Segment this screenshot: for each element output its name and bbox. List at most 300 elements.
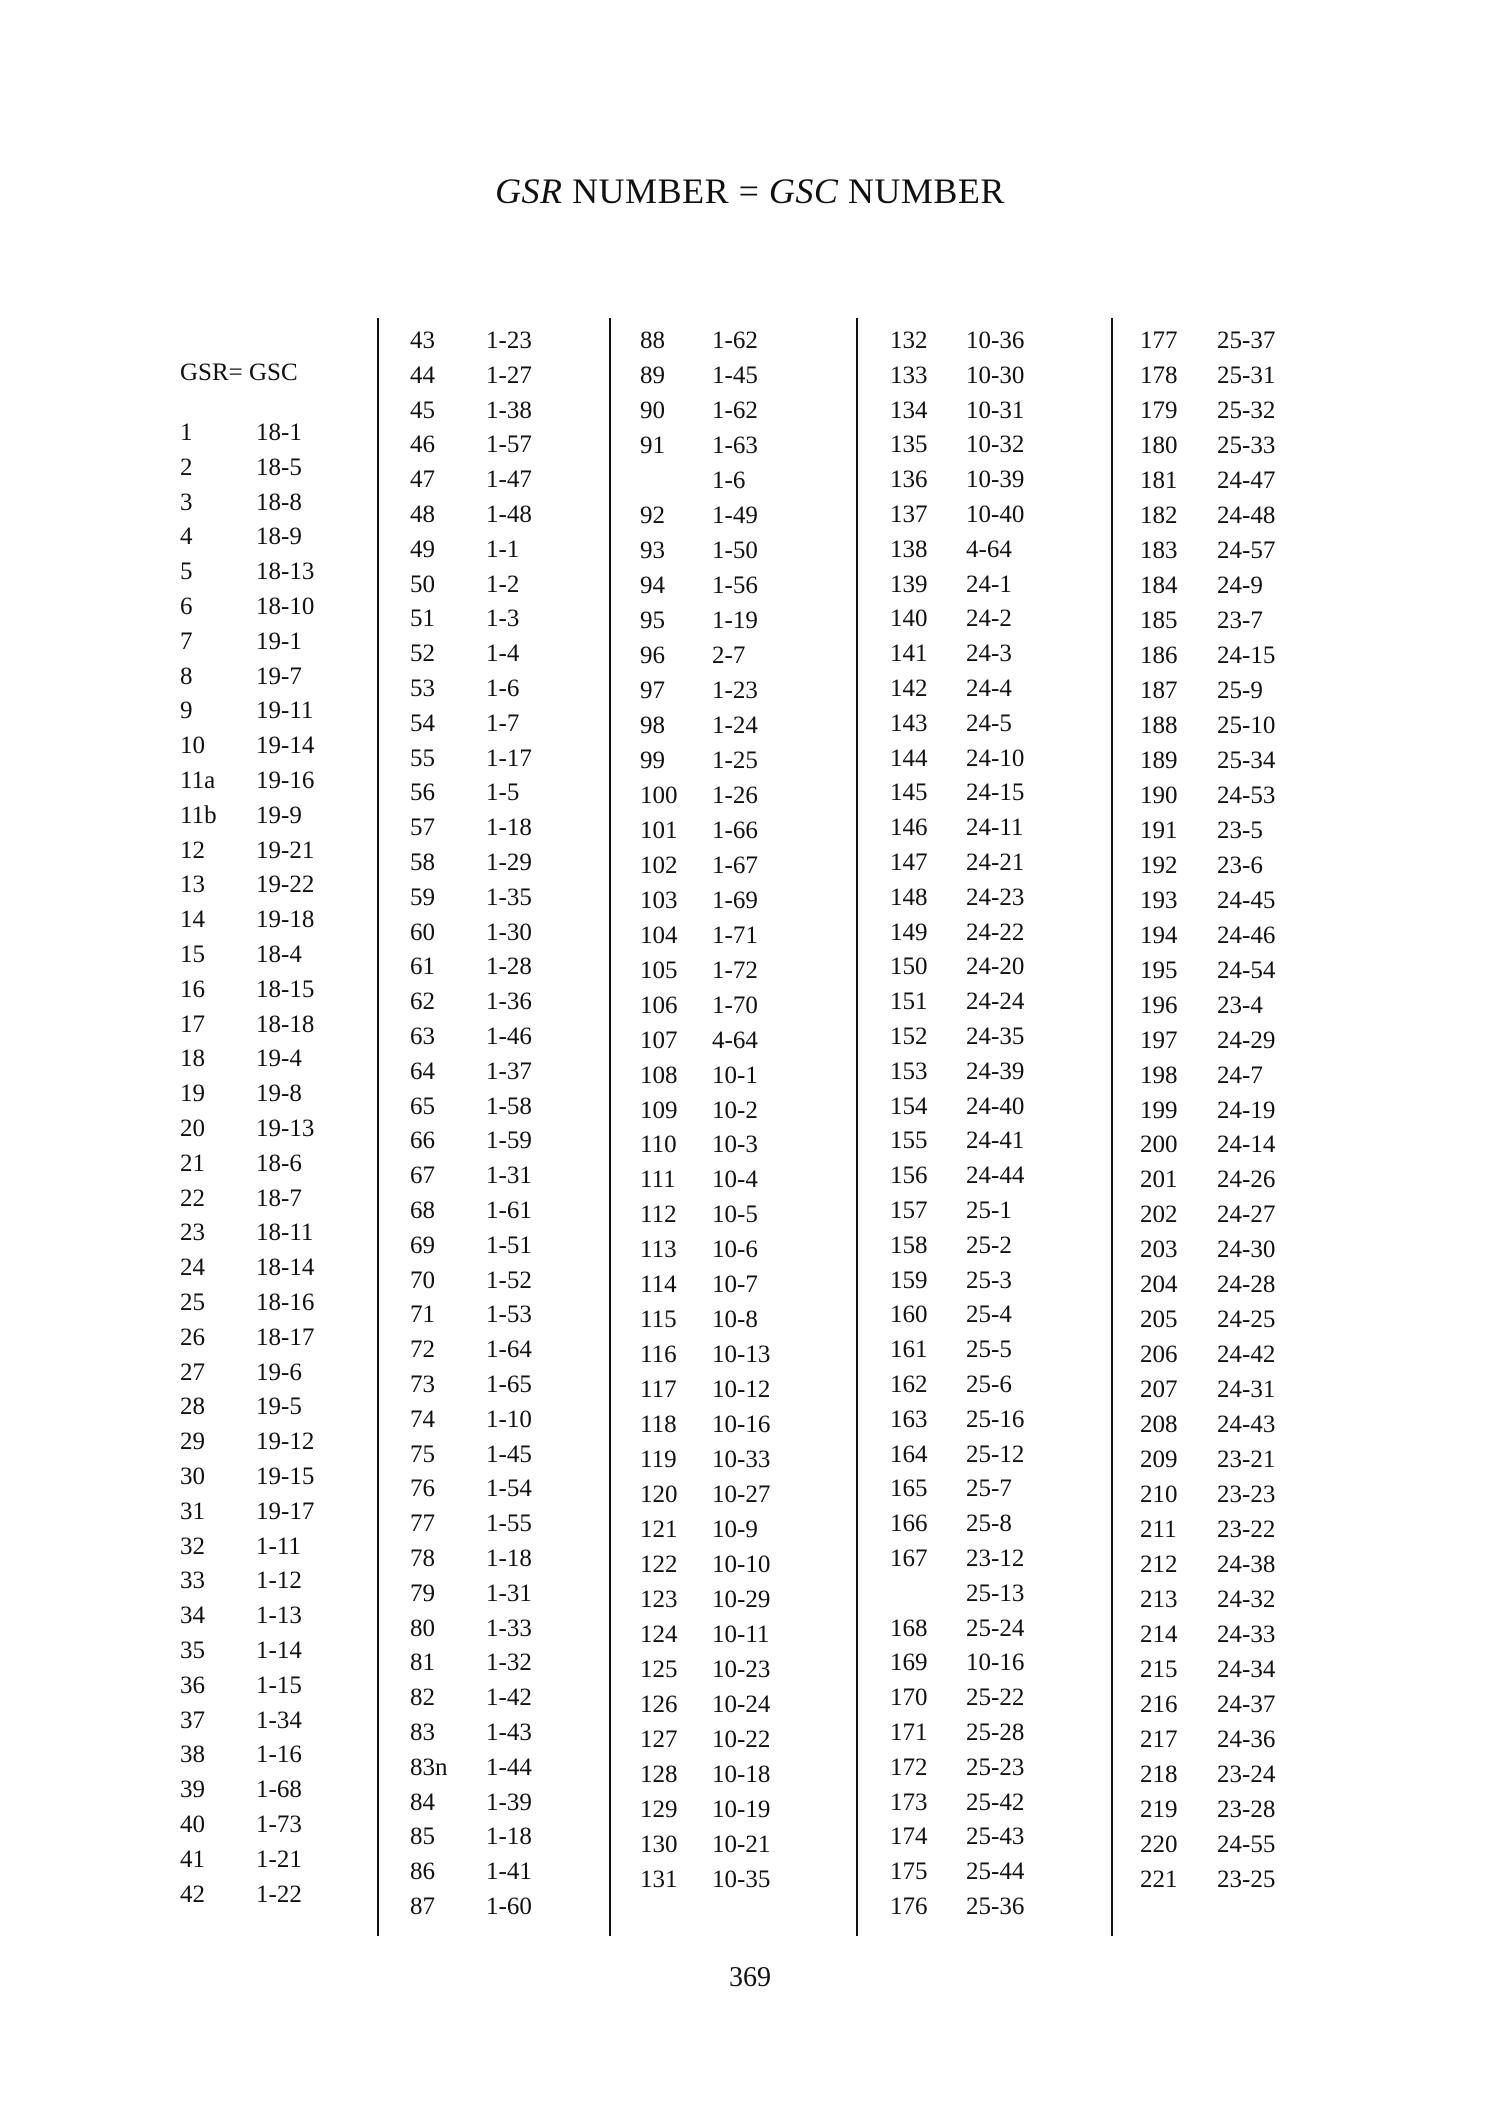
- gsc-number: 1-30: [486, 918, 532, 946]
- gsc-number: 1-51: [486, 1231, 532, 1259]
- gsr-number: 32: [180, 1532, 205, 1560]
- gsr-number: 34: [180, 1602, 205, 1630]
- gsc-number: 10-18: [712, 1761, 771, 1789]
- gsr-number: 96: [640, 641, 665, 669]
- gsr-number: 47: [410, 466, 435, 494]
- gsc-number: 19-8: [256, 1080, 302, 1108]
- gsc-number: 25-2: [966, 1231, 1012, 1259]
- gsr-number: 35: [180, 1637, 205, 1664]
- gsr-number: 55: [410, 744, 435, 772]
- gsc-number: 24-33: [1217, 1621, 1276, 1649]
- column-divider: [609, 318, 611, 1936]
- gsc-number: 4-64: [966, 535, 1012, 563]
- gsc-number: 19-9: [256, 801, 302, 829]
- gsc-number: 24-39: [966, 1057, 1025, 1085]
- gsc-number: 1-59: [486, 1127, 532, 1155]
- gsc-number: 24-37: [1217, 1691, 1276, 1719]
- gsc-number: 1-18: [486, 814, 532, 842]
- gsc-number: 18-9: [256, 523, 302, 551]
- gsc-number: 24-55: [1217, 1831, 1276, 1859]
- gsr-number: 176: [890, 1893, 928, 1920]
- gsr-number: 162: [890, 1371, 928, 1398]
- gsc-number: 1-69: [712, 886, 758, 914]
- gsr-number: 188: [1140, 711, 1178, 739]
- gsr-number: 195: [1140, 956, 1178, 984]
- gsr-number: 210: [1140, 1481, 1178, 1509]
- gsc-number: 24-46: [1217, 921, 1276, 949]
- gsr-number: 165: [890, 1475, 928, 1503]
- gsc-number: 19-14: [256, 732, 315, 760]
- gsr-number: 81: [410, 1649, 435, 1677]
- gsr-number: 200: [1140, 1131, 1178, 1159]
- gsc-number: 1-72: [712, 956, 758, 984]
- gsr-number: 86: [410, 1858, 435, 1886]
- gsr-number: 14: [180, 906, 205, 934]
- gsc-number: 1-24: [712, 711, 758, 739]
- gsc-number: 18-13: [256, 558, 315, 586]
- gsr-number: 48: [410, 501, 435, 528]
- gsc-number: 1-14: [256, 1637, 302, 1664]
- gsr-number: 75: [410, 1440, 435, 1468]
- gsc-number: 1-22: [256, 1880, 302, 1908]
- gsr-number: 44: [410, 361, 435, 389]
- gsr-number: 46: [410, 431, 435, 459]
- gsr-number: 9: [180, 697, 193, 725]
- gsc-number: 1-68: [256, 1776, 302, 1804]
- gsc-number: 19-12: [256, 1428, 315, 1456]
- gsc-number: 1-32: [486, 1649, 532, 1677]
- gsr-number: 119: [640, 1446, 677, 1474]
- gsr-number: 145: [890, 779, 928, 807]
- gsc-number: 10-35: [712, 1866, 771, 1894]
- column-header: [180, 358, 298, 388]
- gsr-number: 12: [180, 836, 205, 864]
- gsr-number: 163: [890, 1405, 928, 1433]
- gsc-number: 1-33: [486, 1614, 532, 1642]
- gsr-number: 49: [410, 535, 435, 563]
- gsc-number: 24-19: [1217, 1096, 1276, 1124]
- gsr-number: 10: [180, 732, 205, 760]
- gsr-number: 202: [1140, 1201, 1178, 1229]
- gsr-number: 62: [410, 988, 435, 1016]
- gsr-number: 72: [410, 1336, 435, 1364]
- gsc-number: 25-28: [966, 1719, 1025, 1746]
- gsr-number: 122: [640, 1551, 678, 1579]
- gsr-number: 26: [180, 1323, 205, 1351]
- gsr-number: 102: [640, 851, 678, 879]
- gsc-number: 1-31: [486, 1579, 532, 1607]
- gsc-number: 10-23: [712, 1656, 771, 1684]
- gsr-number: 60: [410, 918, 435, 946]
- gsc-number: 1-47: [486, 466, 532, 494]
- gsc-number: 23-28: [1217, 1796, 1276, 1824]
- gsr-number: 214: [1140, 1621, 1178, 1649]
- gsc-number: 1-49: [712, 501, 758, 529]
- gsr-number: 103: [640, 886, 678, 914]
- gsc-number: 25-22: [966, 1684, 1025, 1712]
- gsr-number: 205: [1140, 1306, 1178, 1334]
- gsr-number: 164: [890, 1440, 928, 1468]
- gsc-number: 1-37: [486, 1057, 532, 1085]
- gsr-number: 220: [1140, 1831, 1178, 1859]
- gsr-number: 170: [890, 1684, 928, 1712]
- gsr-number: 19: [180, 1080, 205, 1108]
- gsc-number: 10-39: [966, 466, 1025, 494]
- gsr-number: 151: [890, 988, 928, 1016]
- gsr-number: 203: [1140, 1236, 1178, 1264]
- gsr-number: 183: [1140, 536, 1178, 564]
- gsc-number: 1-67: [712, 851, 758, 879]
- gsc-number: 24-31: [1217, 1376, 1276, 1404]
- gsc-number: 1-43: [486, 1719, 532, 1746]
- gsc-number: 1-45: [486, 1440, 532, 1468]
- gsr-number: 22: [180, 1184, 205, 1212]
- gsc-number: 1-35: [486, 883, 532, 911]
- header-gsc: GSC: [248, 359, 298, 386]
- gsc-number: 1-18: [486, 1823, 532, 1851]
- gsc-number: 24-30: [1217, 1236, 1276, 1264]
- gsr-number: 191: [1140, 816, 1178, 844]
- gsc-number: 24-20: [966, 953, 1025, 981]
- gsr-number: 20: [180, 1115, 205, 1142]
- gsc-number: 18-8: [256, 488, 302, 516]
- gsc-number: 25-34: [1217, 746, 1276, 774]
- gsr-number: 61: [410, 953, 435, 981]
- gsc-number: 25-12: [966, 1440, 1025, 1468]
- gsc-number: 23-25: [1217, 1866, 1276, 1894]
- gsc-number: 19-22: [256, 871, 315, 899]
- gsc-number: 1-58: [486, 1092, 532, 1120]
- gsr-number: 109: [640, 1096, 678, 1124]
- gsc-number: 18-15: [256, 975, 315, 1003]
- gsc-number: 1-55: [486, 1510, 532, 1538]
- gsc-number: 25-44: [966, 1858, 1025, 1886]
- gsc-number: 19-18: [256, 906, 315, 934]
- gsc-number: 24-10: [966, 744, 1025, 772]
- gsc-number: 10-2: [712, 1096, 758, 1124]
- gsc-number: 10-9: [712, 1516, 758, 1544]
- gsr-number: 180: [1140, 431, 1178, 459]
- gsr-number: 110: [640, 1131, 677, 1159]
- gsr-number: 76: [410, 1475, 435, 1503]
- gsr-number: 5: [180, 558, 193, 586]
- gsr-number: 161: [890, 1336, 928, 1364]
- gsc-number: 1-61: [486, 1197, 532, 1224]
- gsr-number: 116: [640, 1341, 677, 1369]
- gsr-number: 11b: [180, 801, 217, 829]
- gsc-number: 18-7: [256, 1184, 302, 1212]
- gsr-number: 169: [890, 1649, 928, 1677]
- gsr-number: 11a: [180, 767, 216, 794]
- gsc-number: 1-34: [256, 1706, 302, 1734]
- gsr-number: 133: [890, 361, 928, 389]
- gsr-number: 25: [180, 1289, 205, 1316]
- gsr-number: 36: [180, 1671, 205, 1699]
- gsc-number: 1-42: [486, 1684, 532, 1712]
- gsr-number: 126: [640, 1691, 678, 1719]
- gsr-number: 23: [180, 1219, 205, 1247]
- gsc-number: 1-6: [486, 675, 520, 702]
- gsc-number: 1-71: [712, 921, 758, 949]
- gsr-number: 66: [410, 1127, 435, 1155]
- gsc-number: 24-24: [966, 988, 1025, 1016]
- gsr-number: 112: [640, 1201, 677, 1229]
- gsc-number: 1-4: [486, 640, 520, 668]
- gsc-number: 1-26: [712, 781, 758, 809]
- gsr-number: 150: [890, 953, 928, 981]
- gsr-number: 111: [640, 1166, 676, 1194]
- title-number: NUMBER: [838, 171, 1005, 211]
- gsr-number: 208: [1140, 1411, 1178, 1439]
- gsr-number: 197: [1140, 1026, 1178, 1054]
- gsc-number: 24-26: [1217, 1166, 1276, 1194]
- gsc-number: 1-57: [486, 431, 532, 459]
- gsc-number: 10-21: [712, 1831, 771, 1859]
- gsr-number: 213: [1140, 1586, 1178, 1614]
- gsr-number: 196: [1140, 991, 1178, 1019]
- gsr-number: 88: [640, 327, 665, 354]
- gsc-number: 1-3: [486, 605, 520, 633]
- gsc-number: 24-5: [966, 709, 1012, 737]
- column-divider: [1111, 318, 1113, 1936]
- gsc-number: 25-6: [966, 1371, 1012, 1398]
- gsc-number: 1-45: [712, 361, 758, 389]
- gsc-number: 1-38: [486, 396, 532, 424]
- gsr-number: 178: [1140, 361, 1178, 389]
- gsr-number: 185: [1140, 606, 1178, 634]
- gsc-number: 10-7: [712, 1271, 758, 1299]
- gsr-number: 108: [640, 1061, 678, 1089]
- gsr-number: 42: [180, 1880, 205, 1908]
- gsr-number: 90: [640, 396, 665, 424]
- gsr-number: 132: [890, 327, 928, 354]
- gsc-number: 10-6: [712, 1236, 758, 1264]
- gsr-number: 41: [180, 1845, 205, 1873]
- gsr-number: 146: [890, 814, 928, 842]
- gsc-number: 24-22: [966, 918, 1025, 946]
- gsc-number: 1-13: [256, 1602, 302, 1630]
- gsc-number: 19-5: [256, 1393, 302, 1421]
- gsc-number: 24-40: [966, 1092, 1025, 1120]
- gsr-number: 82: [410, 1684, 435, 1712]
- gsr-number: 181: [1140, 466, 1178, 494]
- gsc-number: 25-5: [966, 1336, 1012, 1364]
- gsr-number: 1: [180, 419, 193, 446]
- gsr-number: 28: [180, 1393, 205, 1421]
- gsc-number: 25-16: [966, 1405, 1025, 1433]
- gsc-number: 24-15: [1217, 641, 1276, 669]
- gsc-number: 24-15: [966, 779, 1025, 807]
- gsc-number: 1-46: [486, 1023, 532, 1050]
- gsr-number: 152: [890, 1023, 928, 1050]
- gsc-number: 24-21: [966, 849, 1025, 876]
- gsc-number: 10-31: [966, 396, 1025, 424]
- gsr-number: 209: [1140, 1446, 1178, 1474]
- gsr-number: 104: [640, 921, 678, 949]
- gsr-number: 201: [1140, 1166, 1178, 1194]
- gsr-number: 59: [410, 883, 435, 911]
- gsc-number: 1-21: [256, 1845, 302, 1873]
- gsc-number: 19-7: [256, 662, 302, 690]
- gsr-number: 91: [640, 431, 665, 459]
- gsr-number: 117: [640, 1376, 677, 1404]
- gsc-number: 1-62: [712, 396, 758, 424]
- gsr-number: 124: [640, 1621, 678, 1649]
- gsc-number: 25-32: [1217, 396, 1276, 424]
- gsc-number: 1-39: [486, 1788, 532, 1816]
- gsr-number: 159: [890, 1266, 928, 1294]
- gsr-number: 189: [1140, 746, 1178, 774]
- gsr-number: 92: [640, 501, 665, 529]
- title-number-eq: NUMBER =: [562, 171, 769, 211]
- gsc-number: 18-18: [256, 1010, 315, 1038]
- gsr-number: 71: [410, 1301, 435, 1329]
- gsr-number: 56: [410, 779, 435, 807]
- gsc-number: 18-1: [256, 419, 302, 446]
- gsr-number: 167: [890, 1545, 928, 1572]
- gsr-number: 97: [640, 676, 665, 704]
- gsr-number: 215: [1140, 1656, 1178, 1684]
- gsc-number: 1-62: [712, 327, 758, 354]
- gsc-number: 10-1: [712, 1061, 758, 1089]
- gsc-number: 10-30: [966, 361, 1025, 389]
- gsc-number: 1-70: [712, 991, 758, 1019]
- gsr-number: 217: [1140, 1726, 1178, 1754]
- gsr-number: 100: [640, 781, 678, 809]
- gsr-number: 77: [410, 1510, 435, 1538]
- gsc-number: 25-4: [966, 1301, 1012, 1329]
- gsr-number: 128: [640, 1761, 678, 1789]
- gsr-number: 105: [640, 956, 678, 984]
- gsr-number: 123: [640, 1586, 678, 1614]
- gsr-number: 21: [180, 1149, 205, 1177]
- gsr-number: 160: [890, 1301, 928, 1329]
- gsc-number: 24-36: [1217, 1726, 1276, 1754]
- gsc-number: 25-1: [966, 1197, 1012, 1224]
- gsr-number: 17: [180, 1010, 205, 1038]
- gsr-number: 69: [410, 1231, 435, 1259]
- gsc-number: 25-24: [966, 1614, 1025, 1642]
- gsr-number: 8: [180, 662, 193, 690]
- gsr-number: 94: [640, 571, 665, 599]
- gsr-number: 30: [180, 1463, 205, 1490]
- gsc-number: 24-35: [966, 1023, 1025, 1050]
- gsr-number: 187: [1140, 676, 1178, 704]
- column-divider: [856, 318, 858, 1936]
- gsc-number: 1-64: [486, 1336, 532, 1364]
- gsc-number: 10-32: [966, 431, 1025, 459]
- gsc-number: 18-17: [256, 1323, 315, 1351]
- gsc-number: 24-25: [1217, 1306, 1276, 1334]
- gsc-number: 24-14: [1217, 1131, 1276, 1159]
- gsr-number: 3: [180, 488, 193, 516]
- gsc-number: 1-54: [486, 1475, 532, 1503]
- gsr-number: 168: [890, 1614, 928, 1642]
- gsc-number: 1-5: [486, 779, 520, 807]
- gsr-number: 186: [1140, 641, 1178, 669]
- gsc-number: 1-18: [486, 1545, 532, 1572]
- gsr-number: 177: [1140, 327, 1178, 354]
- gsc-number: 25-43: [966, 1823, 1025, 1851]
- gsc-number: 24-43: [1217, 1411, 1276, 1439]
- gsr-number: 106: [640, 991, 678, 1019]
- gsr-number: 79: [410, 1579, 435, 1607]
- gsc-number: 24-57: [1217, 536, 1276, 564]
- gsc-number: 1-2: [486, 570, 520, 598]
- gsc-number: 1-66: [712, 816, 758, 844]
- gsc-number: 1-36: [486, 988, 532, 1016]
- title-gsr: GSR: [495, 171, 563, 211]
- gsc-number: 25-3: [966, 1266, 1012, 1294]
- gsr-number: 29: [180, 1428, 205, 1456]
- gsc-number: 1-23: [712, 676, 758, 704]
- gsr-number: 38: [180, 1741, 205, 1769]
- title-gsc: GSC: [768, 171, 839, 211]
- gsc-number: 25-42: [966, 1788, 1025, 1816]
- gsc-number: 19-1: [256, 627, 302, 655]
- gsr-number: 184: [1140, 571, 1178, 599]
- gsr-number: 147: [890, 849, 928, 876]
- gsc-number: 1-28: [486, 953, 532, 981]
- gsr-number: 99: [640, 746, 665, 774]
- gsr-number: 212: [1140, 1551, 1178, 1579]
- gsc-number: 19-15: [256, 1463, 315, 1490]
- gsc-number: 23-4: [1217, 991, 1263, 1019]
- gsr-number: 138: [890, 535, 928, 563]
- gsr-number: 95: [640, 606, 665, 634]
- gsc-number: 25-9: [1217, 676, 1263, 704]
- gsc-number: 1-56: [712, 571, 758, 599]
- gsr-number: 204: [1140, 1271, 1178, 1299]
- gsr-number: 113: [640, 1236, 677, 1264]
- gsr-number: 144: [890, 744, 928, 772]
- gsr-number: 7: [180, 627, 193, 655]
- gsc-number: 10-3: [712, 1131, 758, 1159]
- gsr-number: 73: [410, 1371, 435, 1398]
- gsr-number: 172: [890, 1753, 928, 1781]
- gsc-number: 24-29: [1217, 1026, 1276, 1054]
- gsr-number: 179: [1140, 396, 1178, 424]
- gsc-number: 24-1: [966, 570, 1012, 598]
- gsr-number: 135: [890, 431, 928, 459]
- gsc-number: 24-44: [966, 1162, 1025, 1190]
- gsc-number: 24-41: [966, 1127, 1025, 1155]
- gsc-number: 1-1: [486, 535, 520, 563]
- gsr-number: 198: [1140, 1061, 1178, 1089]
- gsc-number: 10-24: [712, 1691, 771, 1719]
- header-gsr: GSR=: [180, 359, 243, 386]
- gsr-number: 43: [410, 327, 435, 354]
- gsr-number: 192: [1140, 851, 1178, 879]
- gsc-number: 10-19: [712, 1796, 771, 1824]
- gsc-number: 1-16: [256, 1741, 302, 1769]
- gsc-number: 18-4: [256, 941, 302, 968]
- gsr-number: 219: [1140, 1796, 1178, 1824]
- gsc-number: 1-52: [486, 1266, 532, 1294]
- gsr-number: 33: [180, 1567, 205, 1595]
- gsr-number: 125: [640, 1656, 678, 1684]
- gsc-number: 1-44: [486, 1753, 532, 1781]
- gsc-number: 1-11: [256, 1532, 301, 1560]
- gsc-number: 10-5: [712, 1201, 758, 1229]
- gsc-number: 10-8: [712, 1306, 758, 1334]
- gsc-number: 1-73: [256, 1811, 302, 1838]
- gsr-number: 206: [1140, 1341, 1178, 1369]
- gsc-number: 10-4: [712, 1166, 758, 1194]
- gsc-number: 23-7: [1217, 606, 1263, 634]
- gsc-number: 18-5: [256, 453, 302, 481]
- gsr-number: 194: [1140, 921, 1178, 949]
